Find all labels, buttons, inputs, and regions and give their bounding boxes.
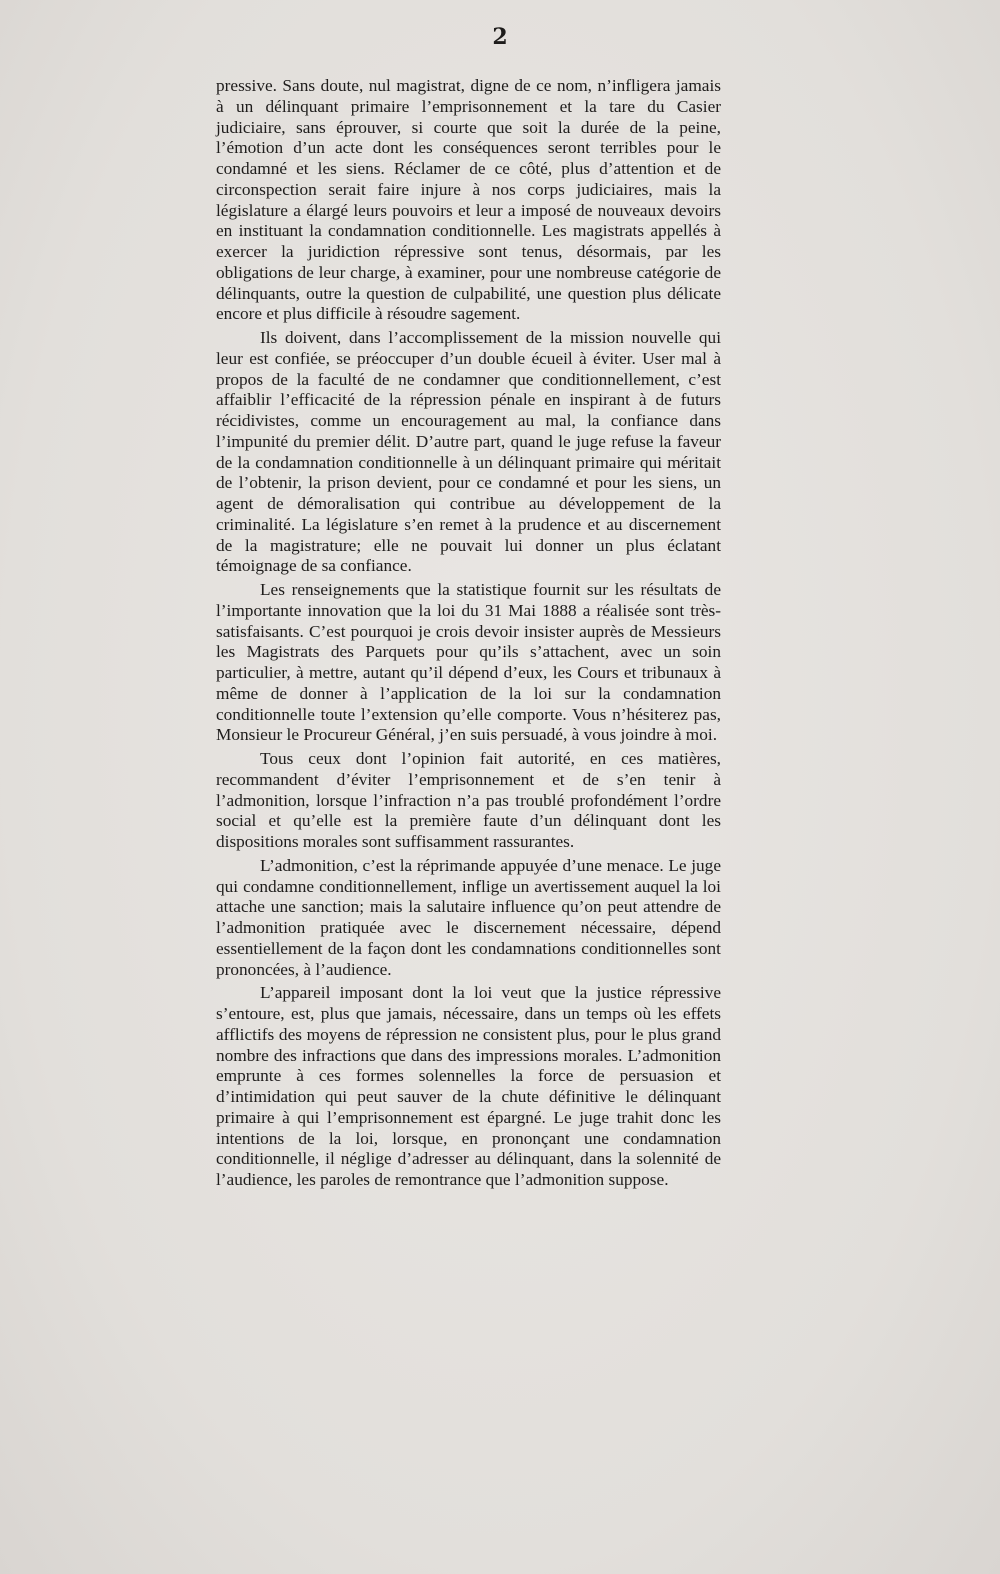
paragraph: Tous ceux dont l’opinion fait autorité, en ces matières, recommandent d’éviter l’emprisonnement et de s’en tenir à l’admonition, lorsque l’infraction n’a pas troublé profondément l’ordre social et qu’elle est la première faute d’un délinquant dont les dispositions morales sont suffisamment rassurantes.	[216, 749, 721, 851]
page-number: 2	[492, 24, 508, 50]
paragraph: L’admonition, c’est la réprimande appuyée d’une menace. Le juge qui condamne conditionnellement, inflige un avertissement auquel la loi attache une sanction; mais la salutaire influence qu’on peut attendre de l’admonition pratiquée avec le discernement nécessaire, dépend essentiellement de la façon dont les condamnations conditionnelles sont prononcées, à l’audience.	[216, 855, 721, 979]
paragraph: L’appareil imposant dont la loi veut que la justice répressive s’entoure, est, plus que jamais, nécessaire, dans un temps où les effets afflictifs des moyens de répression ne consistent plus, pour le plus grand nombre des infractions que dans des impressions morales. L’admonition emprunte à ces formes solennelles la force de persuasion et d’intimidation qui peut sauver de la chute définitive le délinquant primaire à qui l’emprisonnement est épargné. Le juge trahit donc les intentions de la loi, lorsque, en prononçant une condamnation conditionnelle, il néglige d’adresser au délinquant, dans la solennité de l’audience, les paroles de remontrance que l’admonition suppose.	[216, 983, 721, 1189]
paragraph: pressive. Sans doute, nul magistrat, digne de ce nom, n’infligera jamais à un délinquant primaire l’emprisonnement et la tare du Casier judiciaire, sans éprouver, si courte que soit la durée de la peine, l’émotion d’un acte dont les conséquences seront terribles pour le condamné et les siens. Réclamer de ce côté, plus d’attention et de circonspection serait faire injure à nos corps judiciaires, mais la législature a élargé leurs pouvoirs et leur a imposé de nouveaux devoirs en instituant la condamnation conditionnelle. Les magistrats appellés à exercer la juridiction répressive sont tenus, désormais, par les obligations de leur charge, à examiner, pour une nombreuse catégorie de délinquants, outre la question de culpabilité, une question plus délicate encore et plus difficile à résoudre sagement.	[216, 76, 721, 324]
paragraph: Les renseignements que la statistique fournit sur les résultats de l’importante innovation que la loi du 31 Mai 1888 a réalisée sont très-satisfaisants. C’est pourquoi je crois devoir insister auprès de Messieurs les Magistrats des Parquets pour qu’ils s’attachent, avec un soin particulier, à mettre, autant qu’il dépend d’eux, les Cours et tribunaux à même de donner à l’application de la loi sur la condamnation conditionnelle toute l’extension qu’elle comporte. Vous n’hésiterez pas, Monsieur le Procureur Général, j’en suis persuadé, à vous joindre à moi.	[216, 580, 721, 745]
body-text	[216, 76, 721, 1194]
paragraph: Ils doivent, dans l’accomplissement de la mission nouvelle qui leur est confiée, se préoccuper d’un double écueil à éviter. User mal à propos de la faculté de ne condamner que conditionnellement, c’est affaiblir l’efficacité de la répression pénale en inspirant à de futurs récidivistes, comme un encouragement au mal, la confiance dans l’impunité du premier délit. D’autre part, quand le juge refuse la faveur de la condamnation conditionnelle à un délinquant primaire qui méritait de l’obtenir, la prison devient, pour ce condamné et pour les siens, un agent de démoralisation qui contribue au développement de la criminalité. La législature s’en remet à la prudence et au discernement de la magistrature; elle ne pouvait lui donner un plus éclatant témoignage de sa confiance.	[216, 328, 721, 576]
